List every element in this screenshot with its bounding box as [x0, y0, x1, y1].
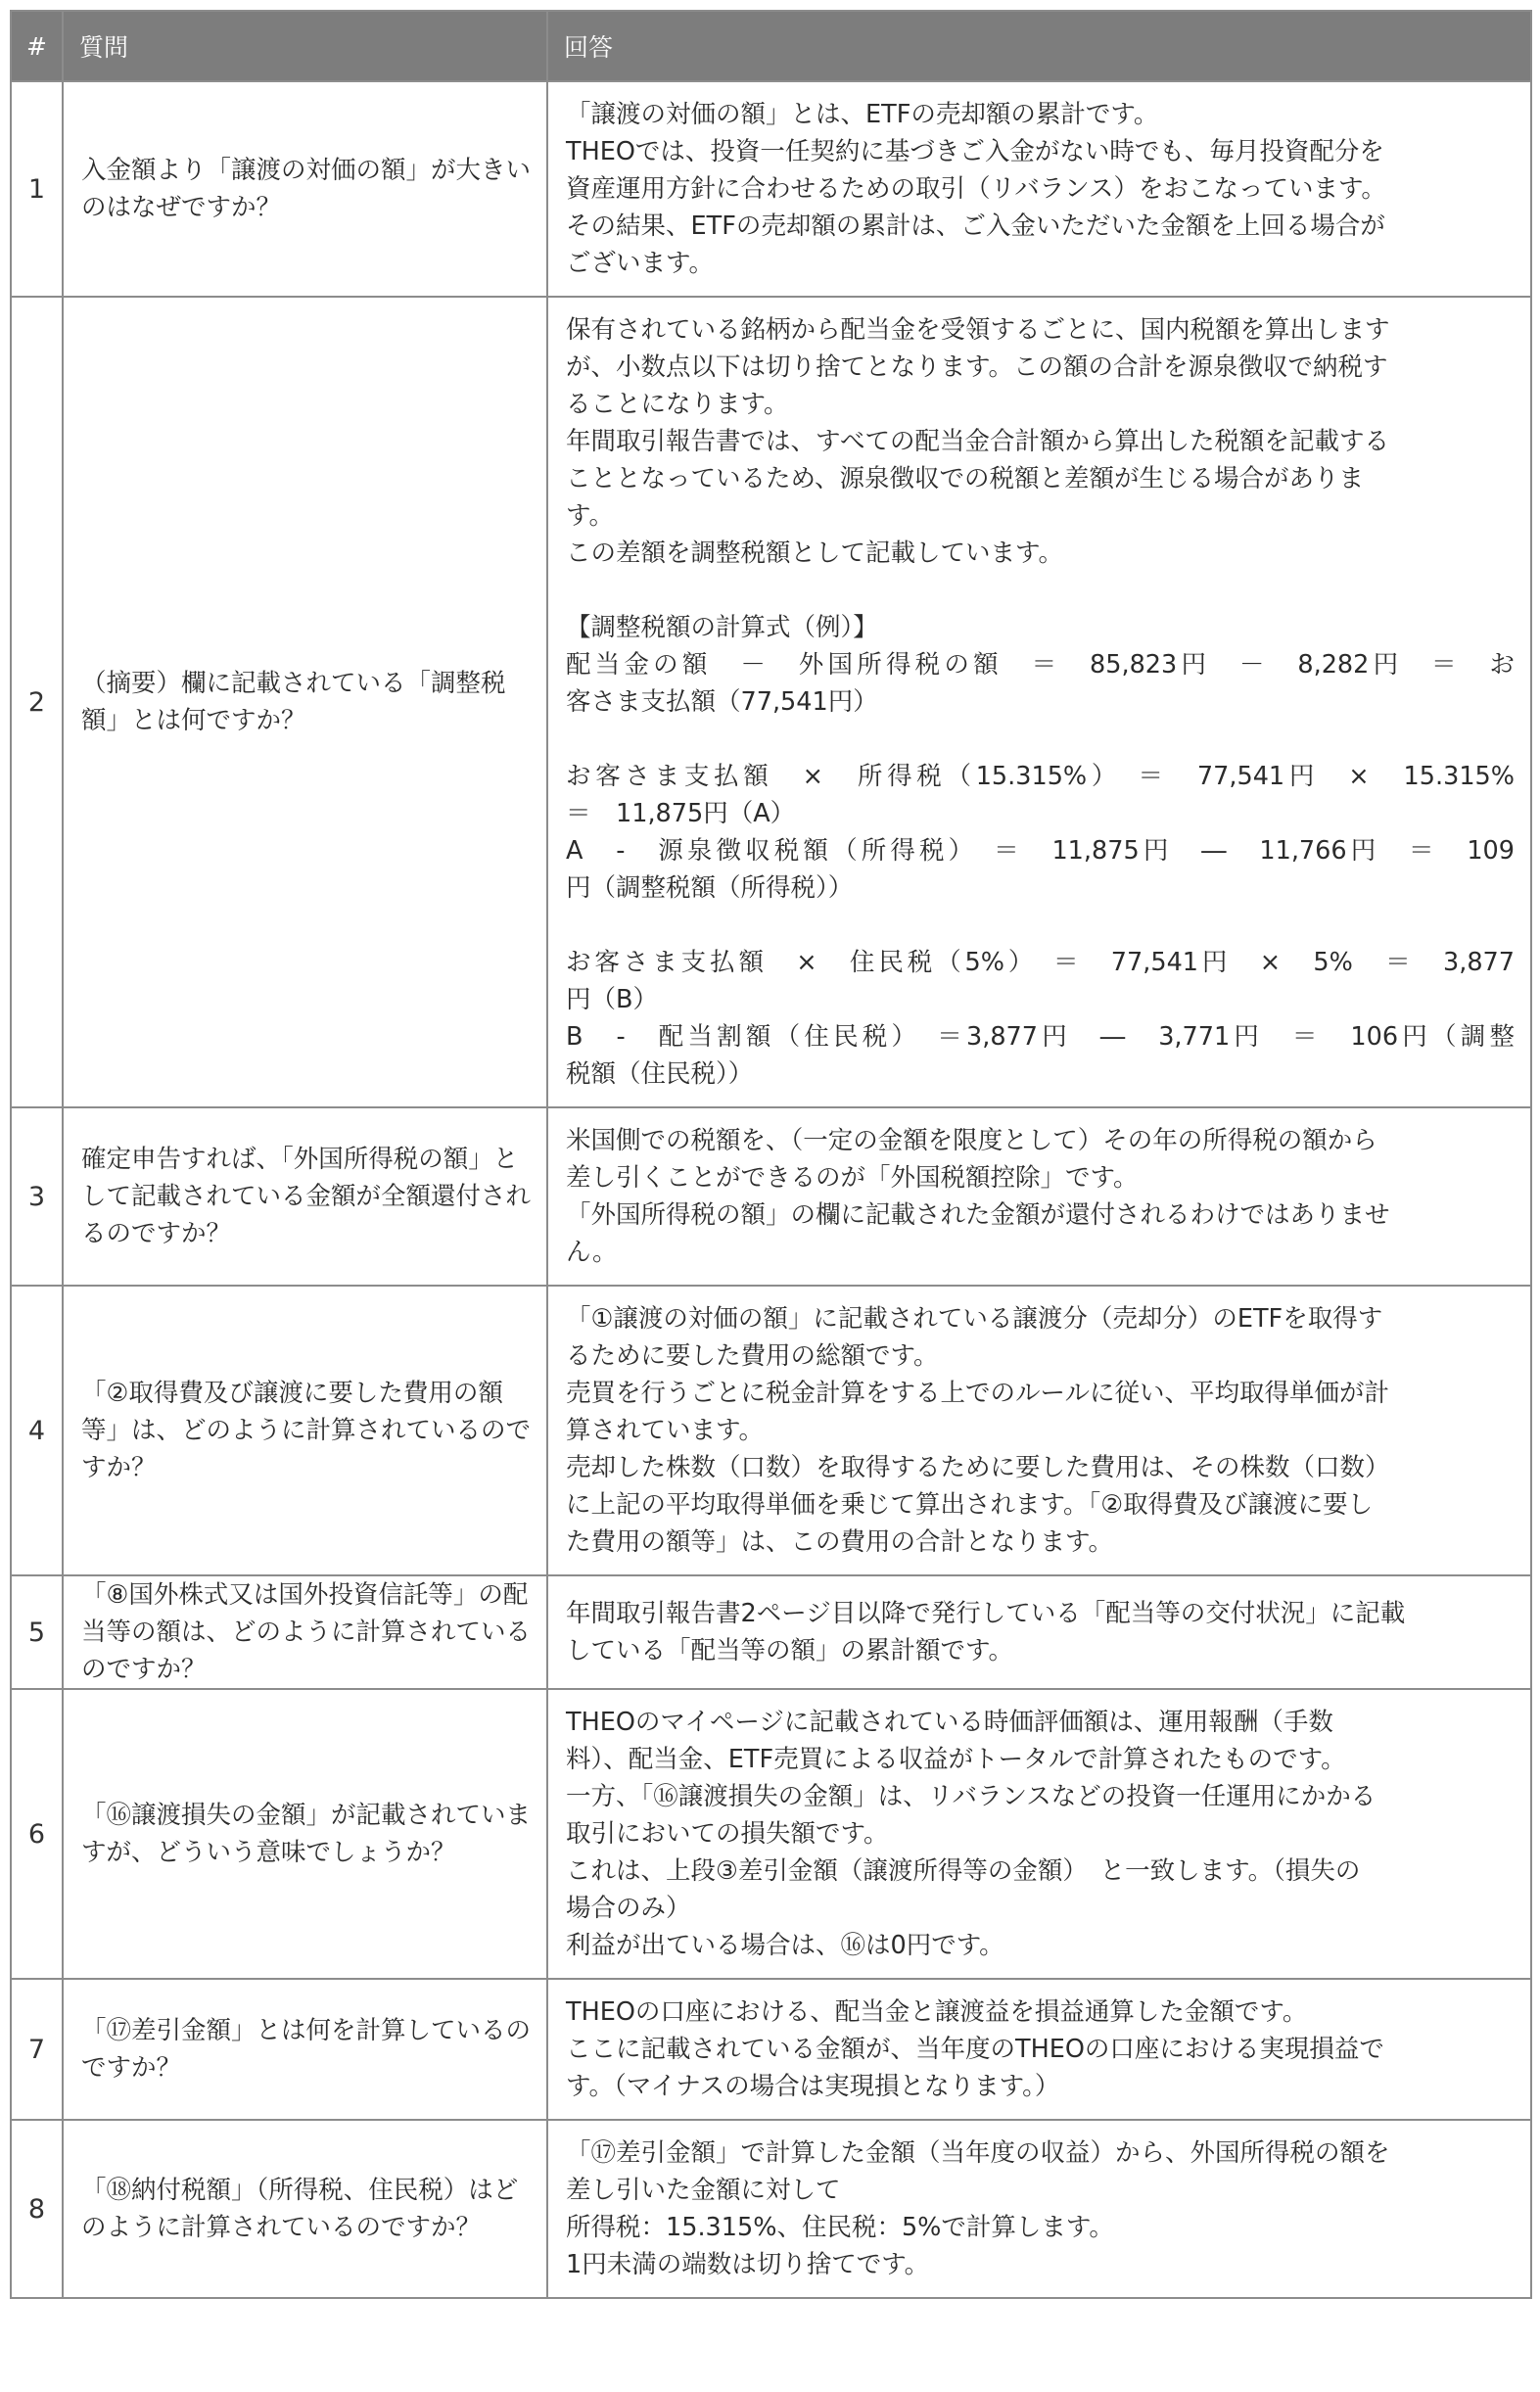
answer-line: 差し引くことができるのが「外国税額控除」です。 [566, 1163, 1139, 1193]
question-cell: 「⑰差引金額」とは何を計算しているのですか？ [63, 1979, 547, 2120]
answer-line: 米国側での税額を、（一定の金額を限度として）その年の所得税の額から [566, 1126, 1377, 1155]
answer-line: 取引においての損失額です。 [566, 1819, 889, 1849]
answer-line: その結果、ETFの売却額の累計は、ご入金いただいた金額を上回る場合が [566, 211, 1385, 241]
answer-line: 保有されている銘柄から配当金を受領するごとに、国内税額を算出します [566, 315, 1390, 345]
row-number: 2 [11, 297, 63, 1107]
answer-line: 客さま支払額（77,541円） [566, 687, 878, 717]
question-cell: 確定申告すれば、「外国所得税の額」として記載されている金額が全額還付されるのですか？ [63, 1107, 547, 1286]
answer-line: THEOの口座における、配当金と譲渡益を損益通算した金額です。 [566, 1997, 1308, 2027]
row-number: 1 [11, 81, 63, 297]
row-number: 8 [11, 2120, 63, 2298]
answer-line: 「⑰差引金額」で計算した金額（当年度の収益）から、外国所得税の額を [566, 2138, 1390, 2168]
answer-line: 円（調整税額（所得税）） [566, 873, 854, 903]
answer-line [566, 907, 1515, 944]
answer-line: 税額（住民税）） [566, 1059, 754, 1089]
answer-line: るために要した費用の総額です。 [566, 1341, 939, 1371]
answer-line: これは、上段③差引金額（譲渡所得等の金額） と一致します。（損失の [566, 1856, 1361, 1886]
answer-line: B - 配当割額（住民税） ＝3,877円 ― 3,771円 ＝ 106円（調整 [566, 1022, 1515, 1052]
answer-line: ん。 [566, 1238, 618, 1267]
answer-line: 所得税：15.315%、住民税：5%で計算します。 [566, 2213, 1114, 2242]
question-cell: 「⑯譲渡損失の金額」が記載されていますが、どういう意味でしょうか？ [63, 1689, 547, 1979]
answer-line: に上記の平均取得単価を乗じて算出されます。「②取得費及び譲渡に要し [566, 1490, 1374, 1520]
table-row [11, 1107, 1531, 1286]
question-cell: 「⑧国外株式又は国外投資信託等」の配当等の額は、どのように計算されているのですか？ [63, 1575, 547, 1689]
answer-line: この差額を調整税額として記載しています。 [566, 539, 1063, 568]
table-row [11, 1286, 1531, 1575]
answer-line [566, 572, 1515, 609]
row-number: 6 [11, 1689, 63, 1979]
question-cell: 「②取得費及び譲渡に要した費用の額等」は、どのように計算されているのですか？ [63, 1286, 547, 1575]
answer-line: 差し引いた金額に対して [566, 2176, 841, 2205]
answer-cell [547, 1107, 1531, 1286]
answer-cell [547, 1689, 1531, 1979]
answer-line: お客さま支払額 × 所得税（15.315%） ＝ 77,541円 × 15.315% [566, 762, 1515, 791]
answer-line: 資産運用方針に合わせるための取引（リバランス）をおこなっています。 [566, 174, 1386, 204]
question-cell: 入金額より「譲渡の対価の額」が大きいのはなぜですか？ [63, 81, 547, 297]
answer-line: 「譲渡の対価の額」とは、ETFの売却額の累計です。 [566, 100, 1159, 129]
answer-line: THEOのマイページに記載されている時価評価額は、運用報酬（手数 [566, 1708, 1333, 1737]
answer-line: た費用の額等」は、この費用の合計となります。 [566, 1527, 1113, 1557]
table-header-row [11, 11, 1531, 81]
answer-line [566, 721, 1515, 758]
answer-line: 利益が出ている場合は、⑯は0円です。 [566, 1931, 1004, 1960]
table-row [11, 2120, 1531, 2298]
answer-line: 「外国所得税の額」の欄に記載された金額が還付されるわけではありませ [566, 1200, 1390, 1230]
answer-line: 一方、「⑯譲渡損失の金額」は、リバランスなどの投資一任運用にかかる [566, 1782, 1377, 1811]
answer-line: 料）、配当金、ETF売買による収益がトータルで計算されたものです。 [566, 1745, 1346, 1774]
faq-body [11, 81, 1531, 2298]
answer-line: 円（B） [566, 985, 658, 1014]
faq-table [10, 10, 1532, 2299]
answer-cell [547, 1575, 1531, 1689]
answer-line: す。 [566, 501, 614, 531]
question-cell: 「⑱納付税額」（所得税、住民税）はどのように計算されているのですか？ [63, 2120, 547, 2298]
answer-line: 売買を行うごとに税金計算をする上でのルールに従い、平均取得単価が計 [566, 1379, 1389, 1408]
table-row [11, 1575, 1531, 1689]
answer-cell [547, 2120, 1531, 2298]
answer-line: A - 源泉徴収税額（所得税） ＝ 11,875円 ― 11,766円 ＝ 109 [566, 836, 1515, 866]
answer-line: す。（マイナスの場合は実現損となります。） [566, 2072, 1060, 2101]
header-number: # [11, 11, 63, 81]
answer-line: 配当金の額 － 外国所得税の額 ＝ 85,823円 － 8,282円 ＝ お [566, 650, 1515, 680]
answer-cell [547, 297, 1531, 1107]
answer-line: している「配当等の額」の累計額です。 [566, 1636, 1013, 1665]
row-number: 4 [11, 1286, 63, 1575]
answer-line: 算されています。 [566, 1416, 764, 1445]
table-row [11, 81, 1531, 297]
answer-line: 年間取引報告書2ページ目以降で発行している「配当等の交付状況」に記載 [566, 1599, 1406, 1628]
answer-cell [547, 1979, 1531, 2120]
table-row [11, 1689, 1531, 1979]
answer-line: こととなっているため、源泉徴収での税額と差額が生じる場合がありま [566, 464, 1364, 493]
table-row [11, 1979, 1531, 2120]
question-cell: （摘要）欄に記載されている「調整税額」とは何ですか？ [63, 297, 547, 1107]
answer-line: ＝ 11,875円（A） [566, 799, 796, 828]
answer-line: が、小数点以下は切り捨てとなります。この額の合計を源泉徴収で納税す [566, 352, 1388, 382]
answer-line: 【調整税額の計算式（例）】 [566, 613, 878, 642]
answer-line: ございます。 [566, 249, 714, 278]
answer-line: 年間取引報告書では、すべての配当金合計額から算出した税額を記載する [566, 427, 1389, 456]
answer-line: 1円未満の端数は切り捨てです。 [566, 2250, 930, 2279]
row-number: 7 [11, 1979, 63, 2120]
row-number: 3 [11, 1107, 63, 1286]
answer-line: THEOでは、投資一任契約に基づきご入金がない時でも、毎月投資配分を [566, 137, 1384, 166]
answer-cell [547, 1286, 1531, 1575]
answer-cell [547, 81, 1531, 297]
row-number: 5 [11, 1575, 63, 1689]
answer-line: 場合のみ） [566, 1894, 691, 1923]
answer-line: ここに記載されている金額が、当年度のTHEOの口座における実現損益で [566, 2035, 1384, 2064]
answer-line: お客さま支払額 × 住民税（5%） ＝ 77,541円 × 5% ＝ 3,877 [566, 948, 1515, 977]
answer-line: 売却した株数（口数）を取得するために要した費用は、その株数（口数） [566, 1453, 1390, 1482]
header-question: 質問 [63, 11, 547, 81]
answer-line: ることになります。 [566, 390, 789, 419]
table-row [11, 297, 1531, 1107]
header-answer: 回答 [547, 11, 1531, 81]
answer-line: 「①譲渡の対価の額」に記載されている譲渡分（売却分）のETFを取得す [566, 1304, 1383, 1334]
